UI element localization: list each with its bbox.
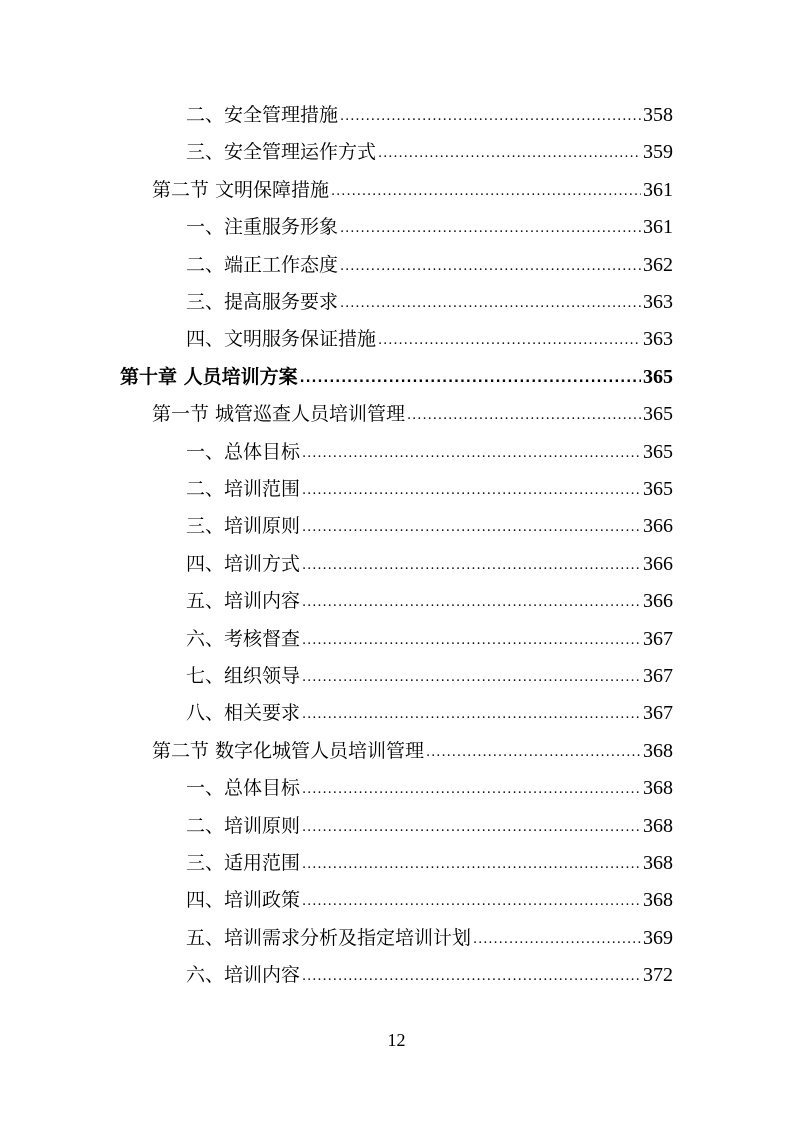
toc-entry-title: 六、考核督查 — [186, 627, 301, 650]
dot-leader — [302, 663, 641, 693]
toc-entry-title: 六、培训内容 — [186, 964, 301, 987]
toc-entry[interactable] — [186, 661, 673, 691]
dot-leader — [302, 439, 641, 469]
dot-leader — [302, 551, 641, 581]
toc-entry[interactable] — [186, 586, 673, 616]
toc-entry-title: 三、安全管理运作方式 — [186, 141, 377, 164]
dot-leader — [473, 925, 641, 955]
toc-entry-title: 五、培训内容 — [186, 590, 301, 613]
toc-entry[interactable] — [186, 100, 673, 130]
toc-entry[interactable] — [186, 885, 673, 915]
toc-entry[interactable] — [186, 511, 673, 541]
dot-leader — [340, 214, 641, 244]
toc-entry[interactable] — [152, 175, 673, 205]
dot-leader — [302, 813, 641, 843]
toc-entry-title: 第十章 人员培训方案 — [120, 365, 298, 388]
dot-leader — [378, 139, 641, 169]
toc-entry[interactable] — [120, 362, 673, 392]
toc-entry[interactable] — [186, 848, 673, 878]
dot-leader — [302, 700, 641, 730]
dot-leader — [302, 775, 641, 805]
toc-entry-page: 368 — [643, 889, 673, 912]
toc-entry-page: 367 — [643, 702, 673, 725]
toc-entry-page: 361 — [643, 178, 673, 201]
toc-entry-page: 368 — [643, 739, 673, 762]
dot-leader — [340, 102, 641, 132]
toc-entry-page: 365 — [643, 365, 673, 388]
toc-entry-title: 八、相关要求 — [186, 702, 301, 725]
toc-entry[interactable] — [186, 811, 673, 841]
dot-leader — [426, 738, 641, 768]
toc-entry-title: 四、文明服务保证措施 — [186, 328, 377, 351]
toc-entry-title: 一、注重服务形象 — [186, 216, 339, 239]
dot-leader — [302, 887, 641, 917]
toc-entry-page: 366 — [643, 515, 673, 538]
page-number: 12 — [387, 1030, 406, 1050]
toc-entry[interactable] — [186, 474, 673, 504]
toc-entry[interactable] — [186, 212, 673, 242]
dot-leader — [302, 513, 641, 543]
toc-entry-page: 361 — [643, 216, 673, 239]
dot-leader — [302, 476, 641, 506]
toc-entry-title: 二、培训范围 — [186, 478, 301, 500]
toc-entry-page: 368 — [643, 852, 673, 874]
toc-entry-page: 362 — [643, 253, 673, 276]
toc-entry-page: 368 — [643, 777, 673, 800]
toc-entry[interactable] — [186, 549, 673, 579]
toc-entry[interactable] — [186, 324, 673, 354]
toc-entry-title: 一、总体目标 — [186, 777, 301, 800]
dot-leader — [331, 177, 641, 207]
toc-entry-title: 五、培训需求分析及指定培训计划 — [186, 926, 472, 949]
toc-entry-title: 二、端正工作态度 — [186, 253, 339, 276]
dot-leader — [407, 401, 641, 431]
dot-leader — [340, 252, 641, 282]
toc-entry[interactable] — [186, 923, 673, 953]
toc-entry-page: 365 — [643, 440, 673, 463]
toc-entry[interactable] — [186, 960, 673, 990]
toc-entry-title: 七、组织领导 — [186, 665, 301, 687]
dot-leader — [378, 326, 641, 356]
toc-entry-page: 363 — [643, 328, 673, 351]
toc-entry-title: 三、提高服务要求 — [186, 291, 339, 313]
dot-leader — [302, 588, 641, 618]
toc-entry[interactable] — [152, 736, 673, 766]
toc-entry-page: 369 — [643, 926, 673, 949]
toc-entry-title: 二、安全管理措施 — [186, 104, 339, 126]
toc-entry-page: 366 — [643, 590, 673, 613]
dot-leader — [340, 289, 641, 319]
toc-entry[interactable] — [186, 437, 673, 467]
toc-entry-title: 二、培训原则 — [186, 814, 301, 837]
dot-leader — [302, 626, 641, 656]
toc-entry[interactable] — [186, 624, 673, 654]
toc-entry-title: 四、培训方式 — [186, 552, 301, 575]
toc-entry-title: 一、总体目标 — [186, 440, 301, 463]
toc-entry-title: 第一节 城管巡查人员培训管理 — [152, 403, 406, 426]
toc-entry-title: 三、培训原则 — [186, 515, 301, 538]
toc-entry-page: 365 — [643, 403, 673, 426]
toc-entry-page: 367 — [643, 665, 673, 687]
toc-entry-title: 第二节 数字化城管人员培训管理 — [152, 739, 425, 762]
dot-leader — [300, 364, 641, 394]
toc-entry[interactable] — [152, 399, 673, 429]
toc-entry-title: 四、培训政策 — [186, 889, 301, 912]
toc-entry[interactable] — [186, 250, 673, 280]
toc-entry-title: 第二节 文明保障措施 — [152, 178, 330, 201]
dot-leader — [302, 962, 641, 992]
toc-entry[interactable] — [186, 137, 673, 167]
toc-entry-page: 367 — [643, 627, 673, 650]
toc-entry[interactable] — [186, 698, 673, 728]
toc-entry-page: 368 — [643, 814, 673, 837]
toc-entry-title: 三、适用范围 — [186, 852, 301, 874]
toc-entry[interactable] — [186, 773, 673, 803]
toc-entry[interactable] — [186, 287, 673, 317]
toc-entry-page: 363 — [643, 291, 673, 313]
toc-entry-page: 366 — [643, 552, 673, 575]
toc-entry-page: 372 — [643, 964, 673, 987]
toc-entry-page: 365 — [643, 478, 673, 500]
toc-entry-page: 359 — [643, 141, 673, 164]
dot-leader — [302, 850, 641, 880]
toc-entry-page: 358 — [643, 104, 673, 126]
